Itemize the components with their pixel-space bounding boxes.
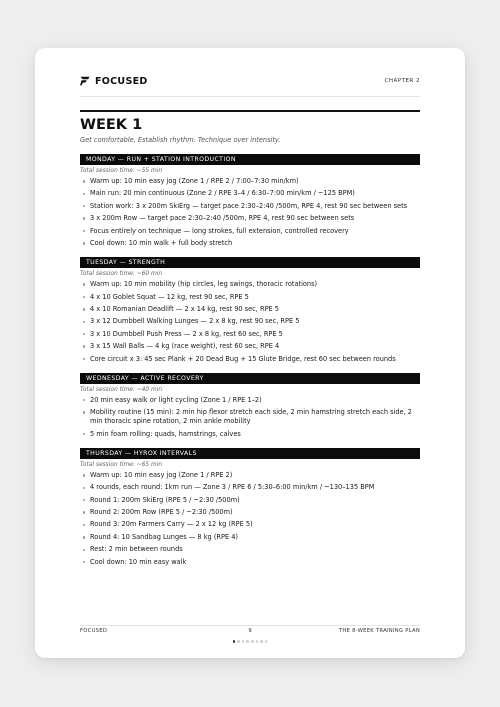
list-item-text: Rest: 2 min between rounds xyxy=(90,545,183,554)
bullet-dot-icon xyxy=(83,524,85,526)
footer-book-title: THE 8-WEEK TRAINING PLAN xyxy=(338,628,420,634)
page-dot[interactable] xyxy=(260,640,263,643)
list-item xyxy=(80,293,420,302)
list-item xyxy=(80,471,420,480)
page-dot[interactable] xyxy=(237,640,240,643)
list-item xyxy=(80,202,420,211)
session-total-time: Total session time: ~60 min xyxy=(80,271,163,278)
list-item-text: Warm up: 10 min mobility (hip circles, leg swings, thoracic rotations) xyxy=(90,280,318,289)
list-item xyxy=(80,177,420,186)
list-item xyxy=(80,317,420,326)
list-item-text: Core circuit x 3: 45 sec Plank + 20 Dead Bug + 15 Glute Bridge, rest 60 sec between rounds xyxy=(90,354,396,363)
bullet-dot-icon xyxy=(83,205,85,207)
session-total-time: Total session time: ~40 min xyxy=(80,386,163,393)
list-item xyxy=(80,189,420,198)
list-item xyxy=(80,545,420,554)
list-item xyxy=(80,227,420,236)
list-item xyxy=(80,214,420,223)
bullet-dot-icon xyxy=(83,411,85,413)
bullet-dot-icon xyxy=(83,296,85,298)
list-item-text: Focus entirely on technique — long strokes, full extension, controlled recovery xyxy=(90,226,349,235)
arrow-flag-logo-icon xyxy=(80,76,90,86)
list-item-text: 4 x 10 Goblet Squat — 12 kg, rest 90 sec, RPE 5 xyxy=(90,292,249,301)
list-item-text: 3 x 12 Dumbbell Walking Lunges — 2 x 8 kg, rest 90 sec, RPE 5 xyxy=(90,317,300,326)
bullet-dot-icon xyxy=(83,180,85,182)
bullet-dot-icon xyxy=(83,333,85,335)
day-section-thursday xyxy=(80,448,420,567)
bullet-dot-icon xyxy=(83,283,85,285)
list-item xyxy=(80,239,420,248)
page-dot[interactable] xyxy=(246,640,249,643)
bullet-dot-icon xyxy=(83,549,85,551)
document-page xyxy=(35,48,465,658)
exercise-list xyxy=(80,396,420,439)
header-divider xyxy=(80,96,420,97)
page-content xyxy=(80,116,420,570)
page-dot[interactable] xyxy=(251,640,254,643)
brand xyxy=(80,76,148,87)
section-heading: THURSDAY — HYROX INTERVALS xyxy=(80,448,420,459)
bullet-dot-icon xyxy=(83,358,85,360)
page-indicator[interactable] xyxy=(35,640,465,643)
day-section-wednesday xyxy=(80,373,420,439)
list-item xyxy=(80,280,420,289)
footer-divider xyxy=(80,625,420,626)
chapter-label: CHAPTER 2 xyxy=(384,78,420,84)
bullet-dot-icon xyxy=(83,321,85,323)
section-heading: WEDNESDAY — ACTIVE RECOVERY xyxy=(80,373,420,384)
day-section-monday xyxy=(80,154,420,248)
list-item-text: 20 min easy walk or light cycling (Zone 1 / RPE 1–2) xyxy=(90,395,262,404)
list-item xyxy=(80,558,420,567)
list-item-text: Cool down: 10 min easy walk xyxy=(90,557,187,566)
bullet-dot-icon xyxy=(83,345,85,347)
list-item-text: Main run: 20 min continuous (Zone 2 / RPE 3–4 / 6:30–7:00 min/km / ~125 BPM) xyxy=(90,189,355,198)
bullet-dot-icon xyxy=(83,242,85,244)
list-item xyxy=(80,408,420,426)
list-item-text: Round 2: 200m Row (RPE 5 / ~2:30 /500m) xyxy=(90,508,233,517)
list-item xyxy=(80,508,420,517)
page-title: WEEK 1 xyxy=(80,117,143,133)
bullet-dot-icon xyxy=(83,433,85,435)
list-item xyxy=(80,533,420,542)
list-item-text: Cool down: 10 min walk + full body stretch xyxy=(90,238,233,247)
page-dot[interactable] xyxy=(242,640,245,643)
list-item-text: Round 4: 10 Sandbag Lunges — 8 kg (RPE 4) xyxy=(90,532,238,541)
bullet-dot-icon xyxy=(83,399,85,401)
page-dot[interactable] xyxy=(265,640,268,643)
page-number: 9 xyxy=(248,628,252,634)
list-item-text: Mobility routine (15 min): 2 min hip flexor stretch each side, 2 min hamstring stretch each side, 2 min thoracic spine rotation, 2 min ankle mobility xyxy=(90,408,412,426)
page-footer xyxy=(80,628,420,638)
bullet-dot-icon xyxy=(83,561,85,563)
list-item xyxy=(80,342,420,351)
brand-name: FOCUSED xyxy=(95,75,148,87)
section-heading: TUESDAY — STRENGTH xyxy=(80,257,420,268)
list-item-text: 3 x 200m Row — target pace 2:30–2:40 /500m, RPE 4, rest 90 sec between sets xyxy=(90,214,355,223)
exercise-list xyxy=(80,177,420,248)
list-item xyxy=(80,330,420,339)
page-dot[interactable] xyxy=(256,640,259,643)
page-dot-active[interactable] xyxy=(233,640,236,643)
list-item xyxy=(80,355,420,364)
list-item-text: 5 min foam rolling: quads, hamstrings, calves xyxy=(90,429,241,438)
list-item xyxy=(80,305,420,314)
list-item xyxy=(80,520,420,529)
list-item-text: Round 1: 200m SkiErg (RPE 5 / ~2:30 /500m) xyxy=(90,495,240,504)
list-item xyxy=(80,483,420,492)
list-item-text: Warm up: 10 min easy jog (Zone 1 / RPE 2 / 7:00–7:30 min/km) xyxy=(90,177,299,185)
title-rule xyxy=(80,110,420,112)
bullet-dot-icon xyxy=(83,499,85,501)
exercise-list xyxy=(80,471,420,567)
bullet-dot-icon xyxy=(83,217,85,219)
list-item xyxy=(80,396,420,405)
list-item-text: 4 rounds, each round: 1km run — Zone 3 / RPE 6 / 5:30–6:00 min/km / ~130–135 BPM xyxy=(90,483,375,492)
section-heading: MONDAY — RUN + STATION INTRODUCTION xyxy=(80,154,420,165)
day-section-tuesday xyxy=(80,257,420,364)
bullet-dot-icon xyxy=(83,308,85,310)
page-subtitle: Get comfortable. Establish rhythm. Technique over intensity. xyxy=(80,136,281,144)
bullet-dot-icon xyxy=(83,474,85,476)
bullet-dot-icon xyxy=(83,193,85,195)
footer-brand: FOCUSED xyxy=(80,628,108,634)
bullet-dot-icon xyxy=(83,511,85,513)
list-item-text: Round 3: 20m Farmers Carry — 2 x 12 kg (RPE 5) xyxy=(90,520,253,529)
list-item xyxy=(80,430,420,439)
bullet-dot-icon xyxy=(83,230,85,232)
list-item-text: Station work: 3 x 200m SkiErg — target pace 2:30–2:40 /500m, RPE 4, rest 90 sec between sets xyxy=(90,201,408,210)
page-header xyxy=(80,72,420,90)
session-total-time: Total session time: ~65 min xyxy=(80,461,163,468)
exercise-list xyxy=(80,280,420,364)
bullet-dot-icon xyxy=(83,487,85,489)
session-total-time: Total session time: ~55 min xyxy=(80,168,163,174)
list-item xyxy=(80,496,420,505)
bullet-dot-icon xyxy=(83,536,85,538)
list-item-text: 4 x 10 Romanian Deadlift — 2 x 14 kg, rest 90 sec, RPE 5 xyxy=(90,304,280,313)
list-item-text: Warm up: 10 min easy jog (Zone 1 / RPE 2) xyxy=(90,470,233,479)
list-item-text: 3 x 15 Wall Balls — 4 kg (race weight), rest 60 sec, RPE 4 xyxy=(90,342,280,351)
list-item-text: 3 x 10 Dumbbell Push Press — 2 x 8 kg, rest 60 sec, RPE 5 xyxy=(90,329,283,338)
